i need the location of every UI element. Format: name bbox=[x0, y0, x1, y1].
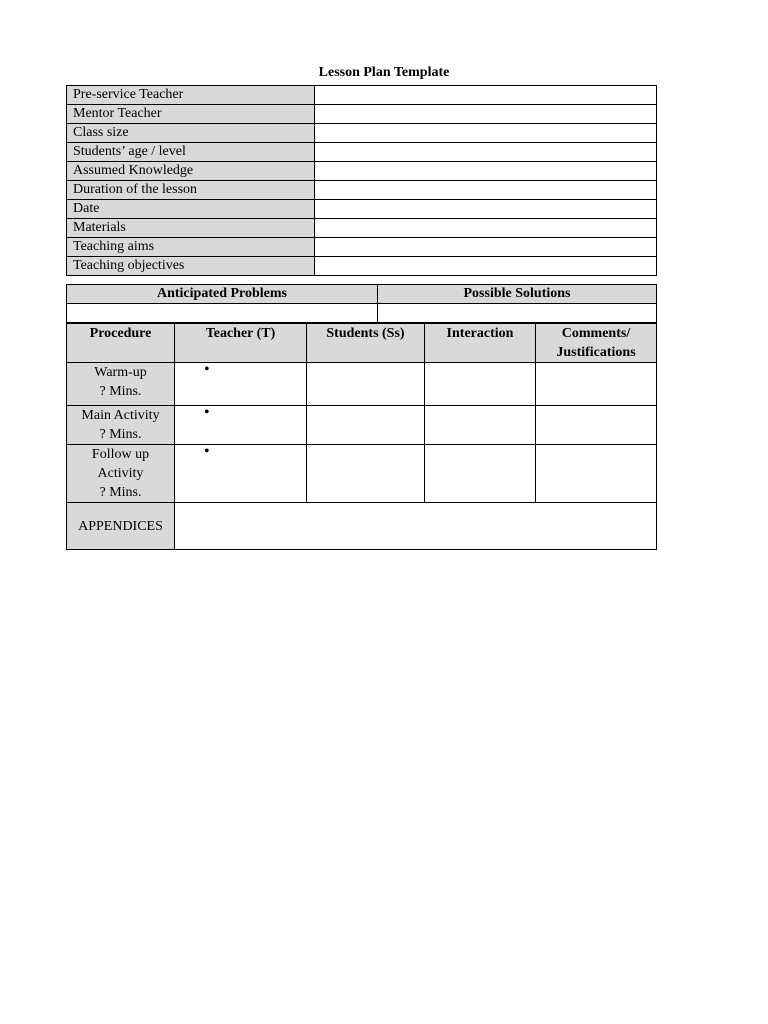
info-value-materials[interactable] bbox=[315, 219, 657, 238]
stage-warmup-duration: ? Mins. bbox=[99, 384, 142, 399]
procedure-table bbox=[66, 323, 657, 550]
possible-solutions-header: Possible Solutions bbox=[378, 285, 657, 304]
students-header: Students (Ss) bbox=[307, 324, 425, 363]
bullet-icon: • bbox=[204, 361, 210, 378]
stage-followup-duration: ? Mins. bbox=[99, 485, 142, 500]
interaction-cell-followup[interactable] bbox=[425, 445, 536, 503]
teacher-cell-warmup[interactable] bbox=[175, 363, 307, 406]
procedure-header-row bbox=[67, 324, 657, 363]
appendices-cell[interactable] bbox=[175, 503, 657, 550]
teacher-cell-followup[interactable] bbox=[175, 445, 307, 503]
info-label-mentor-teacher: Mentor Teacher bbox=[67, 105, 315, 124]
teacher-cell-main[interactable] bbox=[175, 406, 307, 445]
info-label-duration: Duration of the lesson bbox=[67, 181, 315, 200]
info-row bbox=[67, 219, 657, 238]
students-cell-followup[interactable] bbox=[307, 445, 425, 503]
comments-header bbox=[536, 324, 657, 363]
procedure-row-warmup bbox=[67, 363, 657, 406]
comments-cell-warmup[interactable] bbox=[536, 363, 657, 406]
info-value-mentor-teacher[interactable] bbox=[315, 105, 657, 124]
stage-main-duration: ? Mins. bbox=[99, 427, 142, 442]
info-value-duration[interactable] bbox=[315, 181, 657, 200]
info-row bbox=[67, 257, 657, 276]
info-value-class-size[interactable] bbox=[315, 124, 657, 143]
comments-header-line1: Comments/ bbox=[561, 326, 631, 341]
stage-follow-up bbox=[67, 445, 175, 503]
info-row bbox=[67, 238, 657, 257]
info-label-students-age-level: Students’ age / level bbox=[67, 143, 315, 162]
info-value-assumed-knowledge[interactable] bbox=[315, 162, 657, 181]
bullet-icon: • bbox=[204, 443, 210, 460]
interaction-header: Interaction bbox=[425, 324, 536, 363]
info-label-class-size: Class size bbox=[67, 124, 315, 143]
comments-header-line2: Justifications bbox=[556, 345, 636, 360]
info-label-assumed-knowledge: Assumed Knowledge bbox=[67, 162, 315, 181]
info-row bbox=[67, 124, 657, 143]
appendices-row bbox=[67, 503, 657, 550]
comments-cell-main[interactable] bbox=[536, 406, 657, 445]
bullet-icon: • bbox=[204, 404, 210, 421]
info-label-date: Date bbox=[67, 200, 315, 219]
info-value-preservice-teacher[interactable] bbox=[315, 86, 657, 105]
appendices-label: APPENDICES bbox=[67, 503, 175, 550]
comments-cell-followup[interactable] bbox=[536, 445, 657, 503]
stage-followup-name1: Follow up bbox=[91, 447, 150, 462]
stage-warmup-name: Warm-up bbox=[94, 365, 147, 380]
info-value-teaching-objectives[interactable] bbox=[315, 257, 657, 276]
procedure-header: Procedure bbox=[67, 324, 175, 363]
anticipated-problems-cell[interactable] bbox=[67, 304, 378, 323]
info-label-materials: Materials bbox=[67, 219, 315, 238]
problems-solutions-table bbox=[66, 284, 657, 323]
info-row bbox=[67, 105, 657, 124]
stage-followup-name2: Activity bbox=[97, 466, 144, 481]
info-label-teaching-aims: Teaching aims bbox=[67, 238, 315, 257]
students-cell-main[interactable] bbox=[307, 406, 425, 445]
info-label-preservice-teacher: Pre-service Teacher bbox=[67, 86, 315, 105]
possible-solutions-cell[interactable] bbox=[378, 304, 657, 323]
page-title: Lesson Plan Template bbox=[318, 65, 450, 80]
info-label-teaching-objectives: Teaching objectives bbox=[67, 257, 315, 276]
students-cell-warmup[interactable] bbox=[307, 363, 425, 406]
stage-warmup bbox=[67, 363, 175, 406]
stage-main-activity bbox=[67, 406, 175, 445]
info-row bbox=[67, 181, 657, 200]
interaction-cell-warmup[interactable] bbox=[425, 363, 536, 406]
procedure-row-followup bbox=[67, 445, 657, 503]
info-value-date[interactable] bbox=[315, 200, 657, 219]
stage-main-name: Main Activity bbox=[81, 408, 160, 423]
info-value-teaching-aims[interactable] bbox=[315, 238, 657, 257]
procedure-row-main bbox=[67, 406, 657, 445]
info-row bbox=[67, 143, 657, 162]
anticipated-problems-header: Anticipated Problems bbox=[67, 285, 378, 304]
lesson-info-table bbox=[66, 85, 657, 276]
info-value-students-age-level[interactable] bbox=[315, 143, 657, 162]
info-row bbox=[67, 86, 657, 105]
teacher-header: Teacher (T) bbox=[175, 324, 307, 363]
info-row bbox=[67, 162, 657, 181]
info-row bbox=[67, 200, 657, 219]
interaction-cell-main[interactable] bbox=[425, 406, 536, 445]
